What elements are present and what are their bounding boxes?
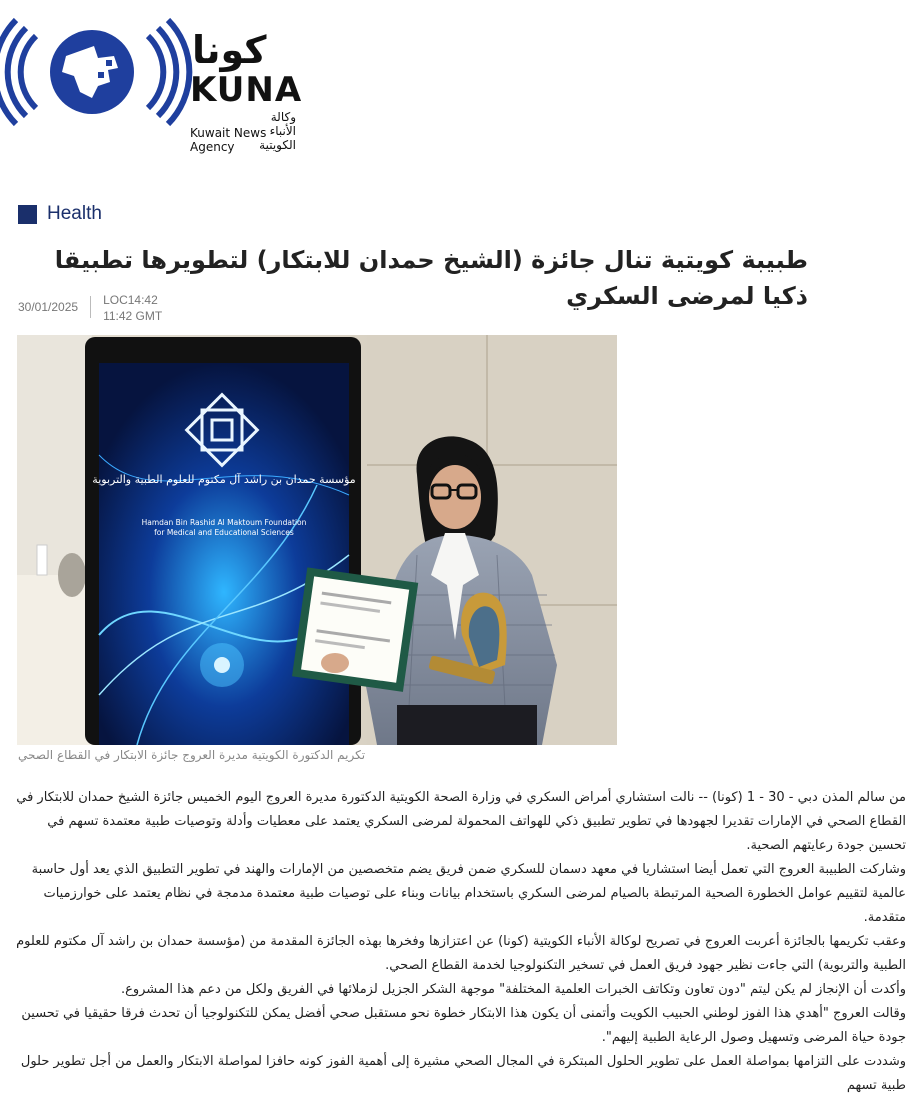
logo-arabic-subtitle: وكالة الأنباء الكويتية bbox=[259, 110, 296, 152]
kuna-emblem-icon bbox=[14, 16, 170, 128]
article-local-time: LOC14:42 bbox=[103, 293, 158, 307]
meta-divider bbox=[90, 296, 91, 318]
article-body bbox=[16, 786, 906, 1098]
award-ceremony-image bbox=[17, 335, 617, 745]
article-paragraph: وأكدت أن الإنجاز لم يكن ليتم "دون تعاون وتكاتف الخبرات العلمية المختلفة" موجهة الشكر الجزيل لزملائها في الفريق ولكل من دعم هذا المشروع. bbox=[120, 982, 906, 997]
article-paragraph: وقالت العروج "أهدي هذا الفوز لوطني الحبيب الكويت وأتمنى أن يكون هذا الابتكار خطوة نحو مستقبل صحي أفضل يمكن للتكنولوجيا أن تحدث فرقا حقيقيا في تحسين جودة حياة المرضى وتسهيل وصول الرعاية الطبية إليهم". bbox=[21, 1006, 906, 1045]
article-paragraph: وعقب تكريمها بالجائزة أعربت العروج في تصريح لوكالة الأنباء الكويتية (كونا) عن اعتزازها وفخرها بهذه الجائزة المقدمة من (مؤسسة حمدان بن راشد آل مكتوم للعلوم الطبية والتربوية) التي جاءت نظير جهود فريق العمل في تسخير التكنولوجيا لخدمة القطاع الصحي. bbox=[16, 934, 906, 973]
logo-english-subtitle: Kuwait News Agency bbox=[190, 126, 267, 154]
article-gmt-time: 11:42 GMT bbox=[103, 309, 163, 323]
category-link[interactable] bbox=[18, 203, 102, 225]
logo-english-name: KUNA bbox=[190, 70, 303, 110]
article-meta bbox=[18, 292, 162, 324]
logo-arabic-name: كونا bbox=[192, 28, 267, 72]
article-photo[interactable] bbox=[17, 335, 617, 745]
screen-foundation-english: Hamdan Bin Rashid Al Maktoum Foundation bbox=[141, 518, 307, 527]
category-label: Health bbox=[47, 203, 102, 224]
article-paragraph: وشاركت الطبيبة العروج التي تعمل أيضا استشاريا في معهد دسمان للسكري ضمن فريق يضم متخصصين من الإمارات والهند في تطوير التطبيق الذي يعد أول حاسبة عالمية لتقييم عوامل الخطورة الصحية المرتبطة بالصيام لمرضى السكري باستخدام بيانات وبناء على توصيات طبية معتمدة مدمجة في نظام يعتمد على خوارزميات متقدمة. bbox=[31, 862, 906, 925]
category-square-icon bbox=[18, 205, 37, 224]
photo-caption: تكريم الدكتورة الكويتية مديرة العروج جائزة الابتكار في القطاع الصحي bbox=[18, 748, 366, 762]
article-paragraph: من سالم المذن دبي - 30 - 1 (كونا) -- نالت استشاري أمراض السكري في وزارة الصحة الكويتية الدكتورة مديرة العروج اليوم الخميس جائزة الشيخ حمدان للابتكار في القطاع الصحي في الإمارات تقديرا لجهودها في تطوير تطبيق ذكي للهواتف المحمولة لمرضى السكري يعتمد على معطيات وأدلة وتوصيات طبية معتمدة تسهم في تحسين جودة رعايتهم الصحية. bbox=[16, 790, 906, 853]
article-times bbox=[103, 292, 162, 324]
article-paragraph: وشددت على التزامها بمواصلة العمل على تطوير الحلول المبتكرة في المجال الصحي مشيرة إلى أهمية الفوز كونه حافزا لمواصلة الابتكار والعمل من أجل تطوير حلول طبية تسهم bbox=[20, 1054, 906, 1093]
kuna-logo[interactable] bbox=[14, 16, 303, 154]
screen-foundation-arabic: مؤسسة حمدان بن راشد آل مكتوم للعلوم الطبية والتربوية bbox=[92, 473, 356, 486]
article-headline: طبيبة كويتية تنال جائزة (الشيخ حمدان للابتكار) لتطويرها تطبيقا ذكيا لمرضى السكري bbox=[54, 246, 808, 310]
screen-foundation-english-2: for Medical and Educational Sciences bbox=[154, 528, 294, 537]
article-date: 30/01/2025 bbox=[18, 300, 79, 314]
